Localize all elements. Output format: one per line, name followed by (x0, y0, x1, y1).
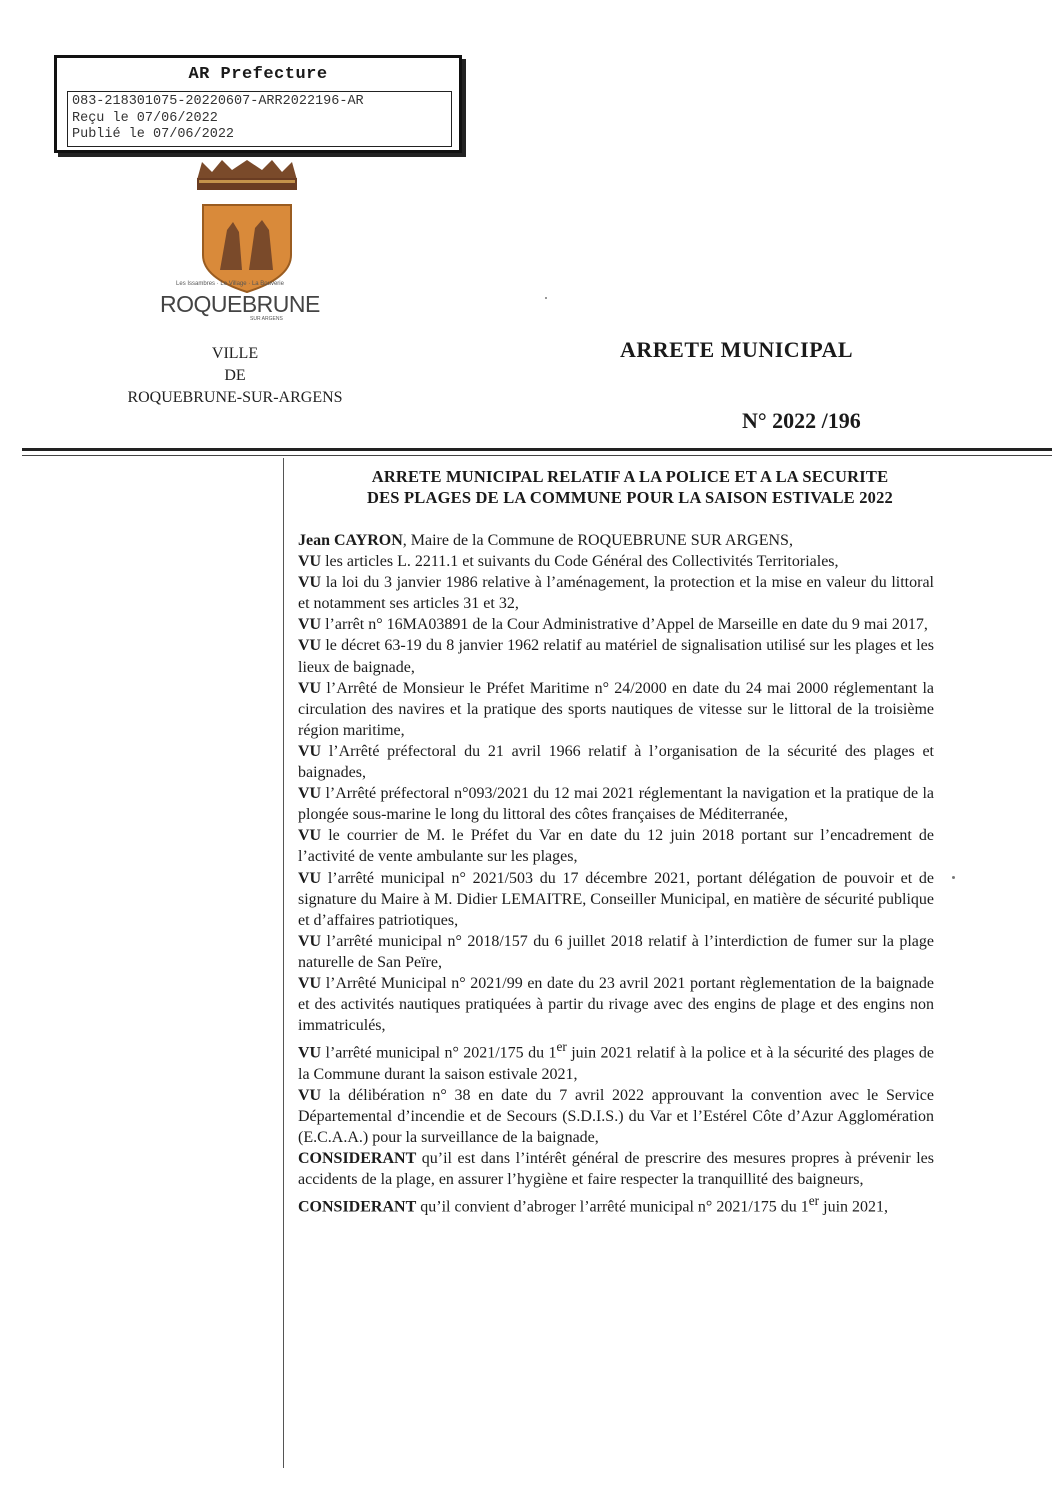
body-paragraph: VU l’Arrêté de Monsieur le Préfet Maritime n° 24/2000 en date du 24 mai 2000 réglementant la circulation des navires et la pratique des sports nautiques de vitesse sur le littoral de la troisième région maritime, (298, 679, 934, 739)
body-paragraph: VU l’arrêté municipal n° 2021/503 du 17 décembre 2021, portant délégation de pouvoir et de signature du Maire à M. Didier LEMAITRE, Conseiller Municipal, en matière de sécurité publique et d’affaires patriotiques, (298, 869, 934, 929)
shield-icon (203, 205, 291, 292)
logo-suffix: SUR ARGENS (250, 316, 283, 322)
stamp-received-date: Reçu le 07/06/2022 (72, 110, 218, 126)
subject-line: ARRETE MUNICIPAL RELATIF A LA POLICE ET A LA SECURITE (371, 467, 889, 486)
ville-line: ROQUEBRUNE-SUR-ARGENS (127, 389, 343, 406)
margin-line (283, 458, 284, 1468)
crown-icon (197, 160, 297, 190)
body-paragraph: Jean CAYRON, Maire de la Commune de ROQUEBRUNE SUR ARGENS, (298, 532, 793, 549)
document-number: N° 2022 /196 (742, 408, 861, 433)
body-paragraph: VU l’arrêt n° 16MA03891 de la Cour Administrative d’Appel de Marseille en date du 9 mai 2017, (298, 616, 928, 634)
body-paragraph: VU la délibération n° 38 en date du 7 avril 2022 approuvant la convention avec le Service Départemental d’incendie et de Secours (S.D.I.S.) du Var et l’Estérel Côte d’Azur Agglomération (E.C.A.A.) pour la surveillance de la baignade, (298, 1086, 934, 1146)
document-type: ARRETE MUNICIPAL (620, 337, 854, 362)
body-paragraph: VU les articles L. 2211.1 et suivants du Code Général des Collectivités Territoriales, (298, 553, 839, 571)
body-paragraph: VU l’Arrêté préfectoral du 21 avril 1966 relatif à l’organisation de la sécurité des plages et baignades, (298, 742, 934, 782)
scan-speck (952, 876, 955, 879)
body-paragraph: VU l’arrêté municipal n° 2021/175 du 1er juin 2021 relatif à la police et à la sécurité des plages de la Commune durant la saison estivale 2021, (298, 1039, 934, 1083)
document-subject (300, 466, 960, 508)
body-paragraph: CONSIDERANT qu’il convient d’abroger l’arrêté municipal n° 2021/175 du 1er juin 2021, (298, 1193, 889, 1216)
header-divider (22, 448, 1052, 451)
header-divider-thin (22, 455, 1052, 456)
mayor-name: Jean CAYRON (298, 532, 403, 549)
document-body (298, 530, 934, 1218)
body-paragraph: VU le décret 63-19 du 8 janvier 1962 relatif au matériel de signalisation utilisé sur les plages et les lieux de baignade, (298, 637, 934, 676)
logo-name: ROQUEBRUNE (160, 291, 320, 317)
body-paragraph: VU l’Arrêté Municipal n° 2021/99 en date du 23 avril 2021 portant règlementation de la baignade et des activités nautiques pratiquées à partir du rivage avec des engins de plage et des engins non immatriculés, (298, 974, 934, 1035)
stamp-published-date: Publié le 07/06/2022 (72, 127, 235, 142)
body-paragraph: CONSIDERANT qu’il est dans l’intérêt général de prescrire des mesures propres à prévenir les accidents de la plage, en assurer l’hygiène et faire respecter la tranquillité des baigneurs, (298, 1150, 934, 1189)
prefecture-stamp (54, 55, 462, 153)
stamp-details (67, 91, 452, 147)
body-paragraph: VU l’Arrêté préfectoral n°093/2021 du 12 mai 2021 réglementant la navigation et la pratique de la plongée sous-marine le long du littoral des côtes françaises de Méditerranée, (298, 785, 934, 824)
subject-line: DES PLAGES DE LA COMMUNE POUR LA SAISON ESTIVALE 2022 (366, 488, 894, 507)
ville-line: VILLE (211, 345, 259, 362)
stamp-reference: 083-218301075-20220607-ARR2022196-AR (72, 94, 364, 109)
ville-block (110, 343, 360, 409)
body-paragraph: VU la loi du 3 janvier 1986 relative à l’aménagement, la protection et la mise en valeur du littoral et notamment ses articles 31 et 32, (298, 574, 934, 613)
scan-speck (545, 297, 547, 299)
body-paragraph: VU le courrier de M. le Préfet du Var en date du 12 juin 2018 portant sur l’encadrement de l’activité de vente ambulante sur les plages, (298, 827, 934, 866)
logo-tagline: Les Issambres · Le Village · La Bouverie (176, 281, 284, 287)
ville-line: DE (224, 367, 246, 384)
stamp-title: AR Prefecture (188, 65, 328, 84)
body-paragraph: VU l’arrêté municipal n° 2018/157 du 6 juillet 2018 relatif à l’interdiction de fumer sur la plage naturelle de San Peïre, (298, 932, 934, 971)
